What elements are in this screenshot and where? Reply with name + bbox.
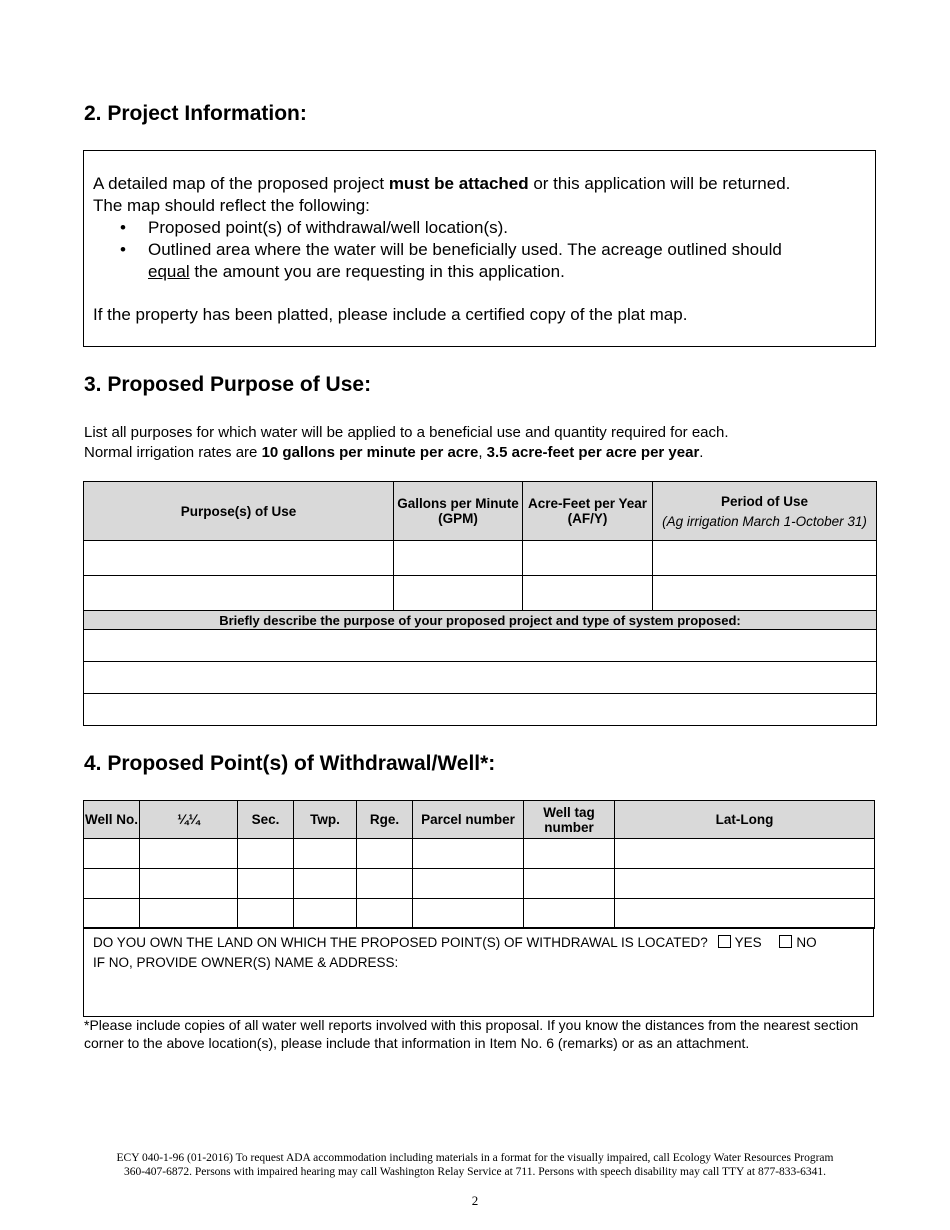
section-2-heading: 2. Project Information: <box>84 102 307 125</box>
purpose-cell[interactable] <box>84 541 394 576</box>
cell[interactable] <box>238 839 294 869</box>
land-ownership-question: DO YOU OWN THE LAND ON WHICH THE PROPOSED POINT(S) OF WITHDRAWAL IS LOCATED? YES NO <box>93 935 817 950</box>
cell[interactable] <box>615 869 875 899</box>
plat-map-note: If the property has been platted, please include a certified copy of the plat map. <box>93 305 688 324</box>
col-well-no-header: Well No. <box>84 801 140 839</box>
col-rge-header: Rge. <box>357 801 413 839</box>
cell[interactable] <box>140 869 238 899</box>
yes-checkbox[interactable] <box>718 935 731 948</box>
owner-name-address-label: IF NO, PROVIDE OWNER(S) NAME & ADDRESS: <box>93 955 399 970</box>
table-row <box>84 899 875 929</box>
cell[interactable] <box>357 899 413 929</box>
footer-line: 360-407-6872. Persons with impaired hearing may call Washington Relay Service at 711. Persons with speech disability may call TTY at 877-833-6341. <box>123 1166 827 1178</box>
cell[interactable] <box>238 899 294 929</box>
cell[interactable] <box>84 869 140 899</box>
cell[interactable] <box>84 899 140 929</box>
form-footer <box>40 1151 910 1179</box>
col-afy-header: Acre-Feet per Year (AF/Y) <box>523 482 653 541</box>
cell[interactable] <box>413 869 524 899</box>
col-gpm-header: Gallons per Minute (GPM) <box>394 482 523 541</box>
cell[interactable] <box>615 839 875 869</box>
section-4-heading: 4. Proposed Point(s) of Withdrawal/Well*: <box>84 752 496 775</box>
page-number: 2 <box>471 1193 479 1208</box>
col-well-tag-header: Well tag number <box>524 801 615 839</box>
gpm-cell[interactable] <box>394 576 523 611</box>
table-row <box>84 541 877 576</box>
col-quarter-quarter-header: ¼¼ <box>140 801 238 839</box>
table-row <box>84 576 877 611</box>
col-purpose-header: Purpose(s) of Use <box>84 482 394 541</box>
cell[interactable] <box>294 839 357 869</box>
cell[interactable] <box>294 899 357 929</box>
purpose-instruction-line: List all purposes for which water will be applied to a beneficial use and quantity required for each. <box>84 424 729 441</box>
cell[interactable] <box>84 839 140 869</box>
withdrawal-points-table <box>83 800 875 929</box>
col-parcel-header: Parcel number <box>413 801 524 839</box>
cell[interactable] <box>524 839 615 869</box>
col-twp-header: Twp. <box>294 801 357 839</box>
period-note: (Ag irrigation March 1-October 31) <box>662 513 867 529</box>
describe-line[interactable] <box>84 630 877 662</box>
project-info-box <box>83 150 876 347</box>
table-row <box>84 869 875 899</box>
describe-line[interactable] <box>84 694 877 726</box>
cell[interactable] <box>294 869 357 899</box>
describe-line[interactable] <box>84 662 877 694</box>
col-lat-long-header: Lat-Long <box>615 801 875 839</box>
cell[interactable] <box>140 899 238 929</box>
describe-purpose-label: Briefly describe the purpose of your proposed project and type of system proposed: <box>84 611 877 630</box>
land-ownership-box <box>83 927 874 1017</box>
no-checkbox[interactable] <box>779 935 792 948</box>
cell[interactable] <box>524 869 615 899</box>
cell[interactable] <box>357 869 413 899</box>
cell[interactable] <box>140 839 238 869</box>
period-cell[interactable] <box>653 576 877 611</box>
purpose-instructions <box>84 423 884 463</box>
cell[interactable] <box>238 869 294 899</box>
cell[interactable] <box>357 839 413 869</box>
map-reflect-line: The map should reflect the following: <box>93 196 370 215</box>
period-cell[interactable] <box>653 541 877 576</box>
cell[interactable] <box>615 899 875 929</box>
cell[interactable] <box>413 839 524 869</box>
section-3-heading: 3. Proposed Purpose of Use: <box>84 373 372 396</box>
irrigation-rates-line: Normal irrigation rates are 10 gallons per minute per acre, 3.5 acre-feet per acre per year. <box>84 444 704 461</box>
bullet-item-outlined-area: • Outlined area where the water will be beneficially used. The acreage outlined should equal the amount you are requesting in this application. <box>120 240 782 281</box>
table-row <box>84 839 875 869</box>
cell[interactable] <box>524 899 615 929</box>
col-period-header: Period of Use (Ag irrigation March 1-October 31) <box>653 482 877 541</box>
well-reports-footnote: *Please include copies of all water well reports involved with this proposal. If you know the distances from the nearest section corner to the above location(s), please include that information in Item No. 6 (remarks) or as an attachment. <box>84 1017 859 1051</box>
footer-line: ECY 040-1-96 (01-2016) To request ADA accommodation including materials in a format for the visually impaired, call Ecology Water Resources Program <box>116 1152 834 1164</box>
project-info-text <box>93 173 868 326</box>
no-label: NO <box>796 935 817 950</box>
cell[interactable] <box>413 899 524 929</box>
afy-cell[interactable] <box>523 576 653 611</box>
col-sec-header: Sec. <box>238 801 294 839</box>
map-requirement-line: A detailed map of the proposed project must be attached or this application will be returned. <box>93 174 791 193</box>
purpose-of-use-table <box>83 481 877 726</box>
yes-label: YES <box>734 935 762 950</box>
gpm-cell[interactable] <box>394 541 523 576</box>
bullet-item-well-location: • Proposed point(s) of withdrawal/well location(s). <box>120 218 508 237</box>
afy-cell[interactable] <box>523 541 653 576</box>
purpose-cell[interactable] <box>84 576 394 611</box>
